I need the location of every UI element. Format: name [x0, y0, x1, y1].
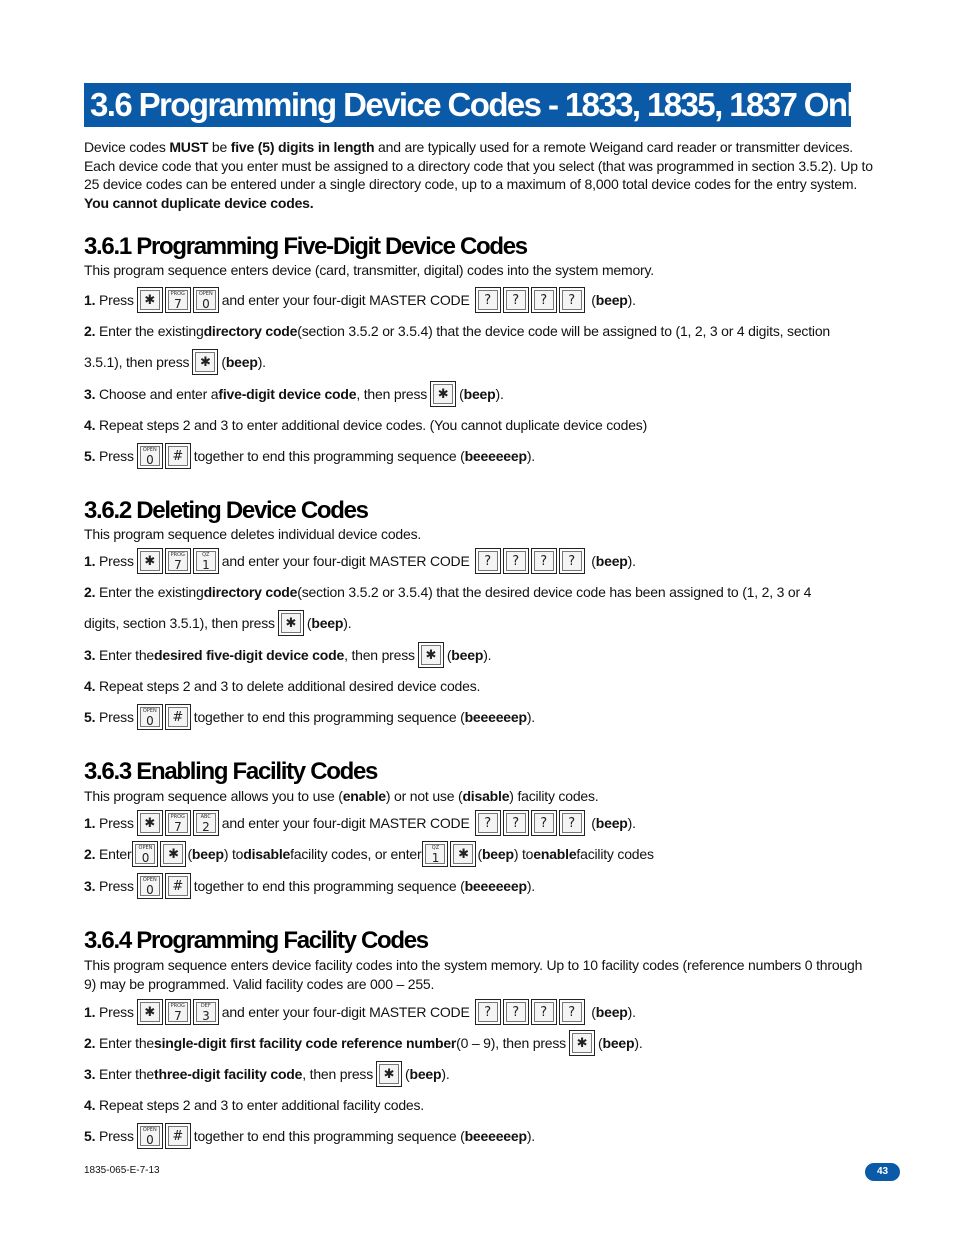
key-7-icon: PROG 7: [165, 548, 191, 574]
hash-key-icon: #: [165, 873, 191, 899]
intro-paragraph: Device codes MUST be five (5) digits in length and are typically used for a remote Weigand card reader or transmitter devices. Each device code that you enter must be assigned to a directory code that you select (that was programmed in section 3.5.2). Up to 25 device codes can be entered under a single directory code, up to a maximum of 8,000 total device codes for the entry system. You cannot duplicate device codes.: [84, 139, 873, 211]
hash-key-icon: #: [165, 443, 191, 469]
step-1: 1. Press ✱ PROG 7 ABC 2 and enter your four-digit MASTER CODE ? ? ? ? ( beep ).: [84, 808, 636, 838]
star-key-icon: ✱: [278, 610, 304, 636]
step-1: 1. Press ✱ PROG 7 OPEN 0 and enter your four-digit MASTER CODE ? ? ? ? ( beep ).: [84, 285, 636, 315]
question-key-icon: ?: [475, 287, 501, 313]
star-key-icon: ✱: [569, 1030, 595, 1056]
step-3: 3. Enter the desired five-digit device code , then press ✱ ( beep ).: [84, 640, 491, 670]
document-code: 1835-065-E-7-13: [84, 1165, 160, 1176]
key-0-icon: OPEN 0: [137, 1123, 163, 1149]
section-intro: This program sequence enters device (card, transmitter, digital) codes into the system memory.: [84, 262, 654, 278]
step-5: 5. Press OPEN 0 # together to end this programming sequence ( beeeeeep ).: [84, 702, 535, 732]
key-7-icon: PROG 7: [165, 999, 191, 1025]
step-4: 4. Repeat steps 2 and 3 to enter additional device codes. (You cannot duplicate device codes): [84, 417, 648, 433]
step-2: 2. Enter the existing directory code (section 3.5.2 or 3.5.4) that the device code will be assigned to (1, 2, 3 or 4 digits, section: [84, 323, 831, 339]
question-key-icon: ?: [559, 287, 585, 313]
page-title: 3.6 Programming Device Codes - 1833, 1835, 1837 Only: [84, 83, 851, 127]
question-key-icon: ?: [531, 810, 557, 836]
key-3-icon: DEF 3: [193, 999, 219, 1025]
step-5: 5. Press OPEN 0 # together to end this programming sequence ( beeeeeep ).: [84, 441, 535, 471]
section-intro: This program sequence enters device facility codes into the system memory. Up to 10 facility codes (reference numbers 0 through 9) may be programmed. Valid facility codes are 000 – 255.: [84, 957, 863, 992]
step-3: 3. Enter the three-digit facility code , then press ✱ ( beep ).: [84, 1059, 450, 1089]
key-7-icon: PROG 7: [165, 810, 191, 836]
step-2: 2. Enter the existing directory code (section 3.5.2 or 3.5.4) that the desired device code has been assigned to (1, 2, 3 or 4: [84, 584, 812, 600]
section-heading-3-6-4: 3.6.4 Programming Facility Codes: [84, 927, 428, 954]
step-4: 4. Repeat steps 2 and 3 to enter additional facility codes.: [84, 1097, 424, 1113]
step-4: 4. Repeat steps 2 and 3 to delete additional desired device codes.: [84, 678, 481, 694]
step-3: 3. Press OPEN 0 # together to end this programming sequence ( beeeeeep ).: [84, 871, 535, 901]
question-key-icon: ?: [503, 810, 529, 836]
question-key-icon: ?: [531, 287, 557, 313]
hash-key-icon: #: [165, 1123, 191, 1149]
question-key-icon: ?: [559, 999, 585, 1025]
question-key-icon: ?: [559, 548, 585, 574]
question-key-icon: ?: [531, 548, 557, 574]
question-key-icon: ?: [475, 999, 501, 1025]
section-intro: This program sequence deletes individual device codes.: [84, 526, 422, 542]
star-key-icon: ✱: [376, 1061, 402, 1087]
key-0-icon: OPEN 0: [137, 443, 163, 469]
key-1-icon: QZ 1: [422, 841, 448, 867]
key-0-icon: OPEN 0: [193, 287, 219, 313]
star-key-icon: ✱: [192, 349, 218, 375]
step-2-cont: digits, section 3.5.1), then press ✱ ( beep ).: [84, 608, 351, 638]
step-2: 2. Enter the single-digit first facility code reference number (0 – 9), then press ✱ ( beep ).: [84, 1028, 643, 1058]
key-7-icon: PROG 7: [165, 287, 191, 313]
key-2-icon: ABC 2: [193, 810, 219, 836]
star-key-icon: ✱: [160, 841, 186, 867]
step-2-cont: 3.5.1), then press ✱ ( beep ).: [84, 347, 266, 377]
step-1: 1. Press ✱ PROG 7 QZ 1 and enter your four-digit MASTER CODE ? ? ? ? ( beep ).: [84, 546, 636, 576]
star-key-icon: ✱: [137, 287, 163, 313]
step-2: 2. Enter OPEN 0 ✱ ( beep ) to disable facility codes, or enter QZ 1 ✱ ( beep ) to enable facility codes: [84, 839, 654, 869]
star-key-icon: ✱: [137, 548, 163, 574]
key-0-icon: OPEN 0: [132, 841, 158, 867]
question-key-icon: ?: [503, 287, 529, 313]
star-key-icon: ✱: [137, 999, 163, 1025]
key-0-icon: OPEN 0: [137, 704, 163, 730]
question-key-icon: ?: [503, 548, 529, 574]
section-heading-3-6-3: 3.6.3 Enabling Facility Codes: [84, 758, 378, 785]
hash-key-icon: #: [165, 704, 191, 730]
section-heading-3-6-2: 3.6.2 Deleting Device Codes: [84, 497, 368, 524]
question-key-icon: ?: [531, 999, 557, 1025]
step-3: 3. Choose and enter a five-digit device code , then press ✱ ( beep ).: [84, 379, 504, 409]
section-intro: This program sequence allows you to use (enable) or not use (disable) facility codes.: [84, 788, 599, 804]
page-number-badge: 43: [865, 1163, 900, 1181]
question-key-icon: ?: [475, 548, 501, 574]
section-heading-3-6-1: 3.6.1 Programming Five-Digit Device Codes: [84, 233, 527, 260]
step-1: 1. Press ✱ PROG 7 DEF 3 and enter your four-digit MASTER CODE ? ? ? ? ( beep ).: [84, 997, 636, 1027]
key-0-icon: OPEN 0: [137, 873, 163, 899]
question-key-icon: ?: [503, 999, 529, 1025]
key-1-icon: QZ 1: [193, 548, 219, 574]
star-key-icon: ✱: [137, 810, 163, 836]
step-5: 5. Press OPEN 0 # together to end this programming sequence ( beeeeeep ).: [84, 1121, 535, 1151]
star-key-icon: ✱: [418, 642, 444, 668]
question-key-icon: ?: [559, 810, 585, 836]
star-key-icon: ✱: [450, 841, 476, 867]
star-key-icon: ✱: [430, 381, 456, 407]
question-key-icon: ?: [475, 810, 501, 836]
